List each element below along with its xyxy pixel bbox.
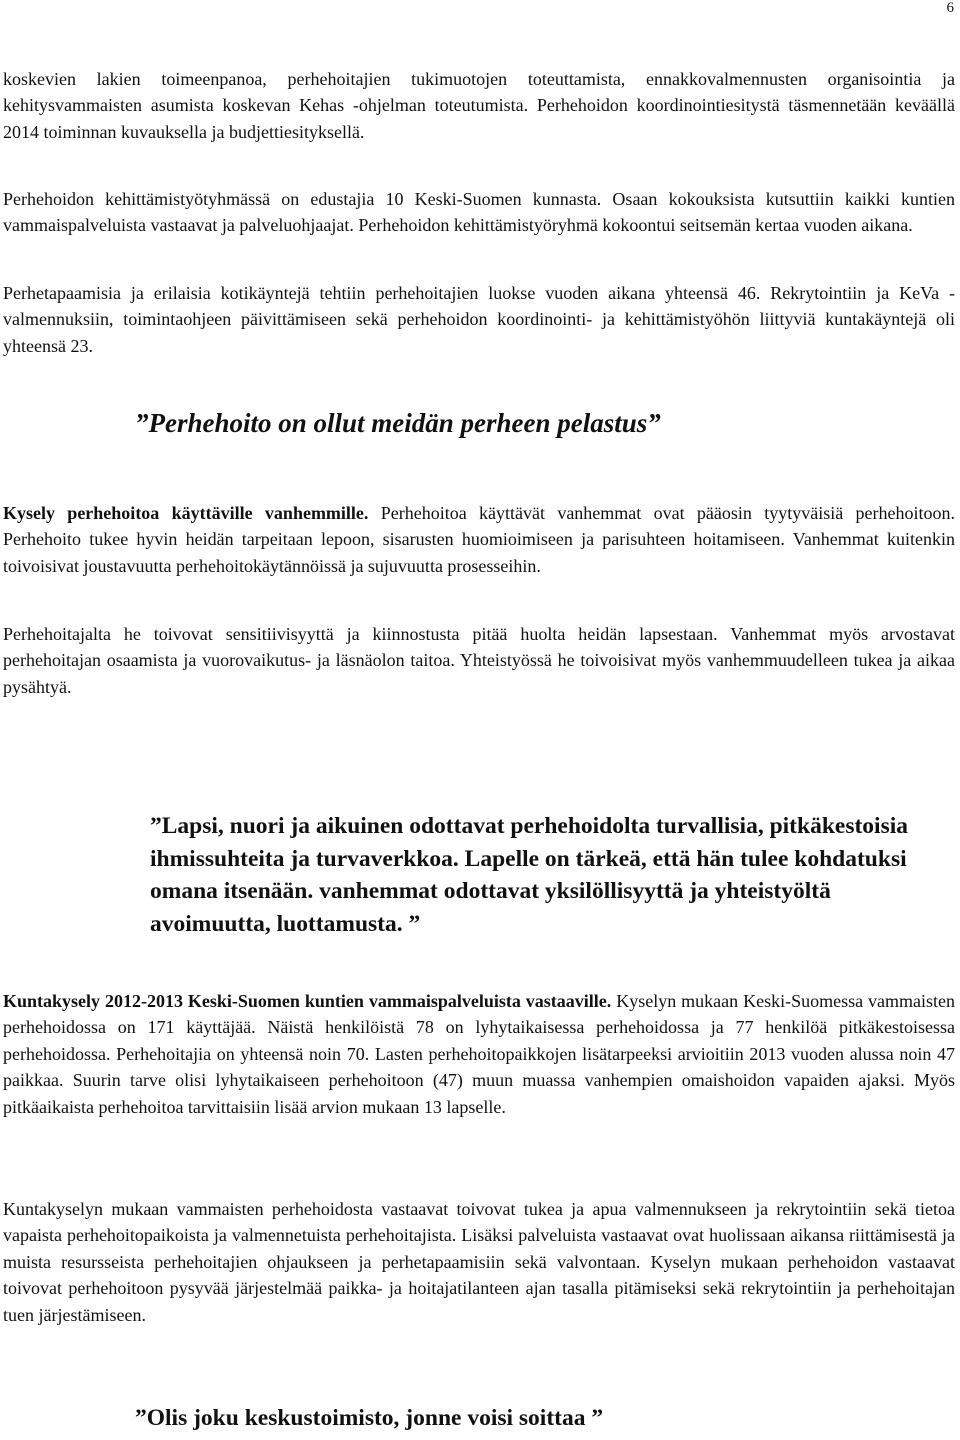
paragraph-parent-survey	[3, 500, 955, 579]
parent-survey-heading: Kysely perhehoitoa käyttäville vanhemmille.	[3, 503, 369, 523]
quote-central-office: ”Olis joku keskustoimisto, jonne voisi soittaa ”	[135, 1405, 604, 1431]
page-number: 6	[946, 0, 954, 16]
paragraph-parent-wishes: Perhehoitajalta he toivovat sensitiivisyyttä ja kiinnostusta pitää huolta heidän lapsestaan. Vanhemmat myös arvostavat perhehoitajan osaamista ja vuorovaikutus- ja läsnäolon taitoa. Yhteistyössä he toivoisivat myös vanhemmuudelleen tukea ja aikaa pysähtyä.	[3, 624, 955, 697]
municipal-survey-heading: Kuntakysely 2012-2013 Keski-Suomen kuntien vammaispalveluista vastaaville.	[3, 991, 612, 1011]
paragraph-municipal-needs: Kuntakyselyn mukaan vammaisten perhehoidosta vastaavat toivovat tukea ja apua valmennukseen ja rekrytointiin sekä tietoa vapaista perhehoitopaikoista ja valmennetuista perhehoitajista. Lisäksi palveluista vastaavat ovat huolissaan aikansa riittämisestä ja muista resursseista perhehoitajien ohjaukseen ja perhetapaamisiin sekä valvontaan. Kyselyn mukaan perhehoidon vastaavat toivovat perhehoitoon pysyvää järjestelmää paikka- ja hoitajatilanteen ajan tasalla pitämiseksi sekä rekrytointiin ja perhehoitajan tuen järjestämiseen.	[3, 1199, 955, 1325]
municipal-survey-text: Kyselyn mukaan Keski-Suomessa vammaisten perhehoidossa on 171 käyttäjää. Näistä henkilöistä 78 on lyhytaikaisessa perhehoidossa ja 77 henkilöä pitkäkestoisessa perhehoidossa. Perhehoitajia on yhteensä noin 70. Lasten perhehoitopaikkojen lisätarpeeksi arvioitiin 2013 vuoden alussa noin 47 paikkaa. Suurin tarve olisi lyhytaikaiseen perhehoitoon (47) muun muassa vanhempien omaishoidon vapaiden ajaksi. Myös pitkäaikaista perhehoitoa tarvittaisiin lisää arvion mukaan 13 lapselle.	[3, 991, 955, 1117]
paragraph-development-group: Perhehoidon kehittämistyötyhmässä on edustajia 10 Keski-Suomen kunnasta. Osaan kokouksista kutsuttiin kaikki kuntien vammaispalveluista vastaavat ja palveluohjaajat. Perhehoidon kehittämistyöryhmä kokoontui seitsemän kertaa vuoden aikana.	[3, 189, 955, 236]
paragraph-coordination: koskevien lakien toimeenpanoa, perhehoitajien tukimuotojen toteuttamista, ennakkovalmennusten organisointia ja kehitysvammaisten asumista koskevan Kehas -ohjelman toteutumista. Perhehoidon koordinointiesitystä täsmennetään keväällä 2014 toiminnan kuvauksella ja budjettiesityksellä.	[3, 69, 955, 142]
quote-family-rescue: ”Perhehoito on ollut meidän perheen pelastus”	[135, 408, 661, 438]
paragraph-home-visits: Perhetapaamisia ja erilaisia kotikäyntejä tehtiin perhehoitajien luokse vuoden aikana yhteensä 46. Rekrytointiin ja KeVa -valmennuksiin, toimintaohjeen päivittämiseen sekä perhehoidon koordinointi- ja kehittämistyöhön liittyviä kuntakäyntejä oli yhteensä 23.	[3, 283, 955, 356]
quote-expectations: ”Lapsi, nuori ja aikuinen odottavat perhehoidolta turvallisia, pitkäkestoisia ihmissuhteita ja turvaverkkoa. Lapelle on tärkeä, että hän tulee kohdatuksi omana itsenään. vanhemmat odottavat yksilöllisyyttä ja yhteistyöltä avoimuutta, luottamusta. ”	[150, 813, 908, 937]
parent-survey-text: Perhehoitoa käyttävät vanhemmat ovat pääosin tyytyväisiä perhehoitoon. Perhehoito tukee hyvin heidän tarpeitaan lepoon, sisarusten huomioimiseen ja parisuhteen hoitamiseen. Vanhemmat kuitenkin toivoisivat joustavuutta perhehoitokäytännöissä ja sujuvuutta prosesseihin.	[3, 503, 955, 576]
paragraph-municipal-survey	[3, 988, 955, 1120]
